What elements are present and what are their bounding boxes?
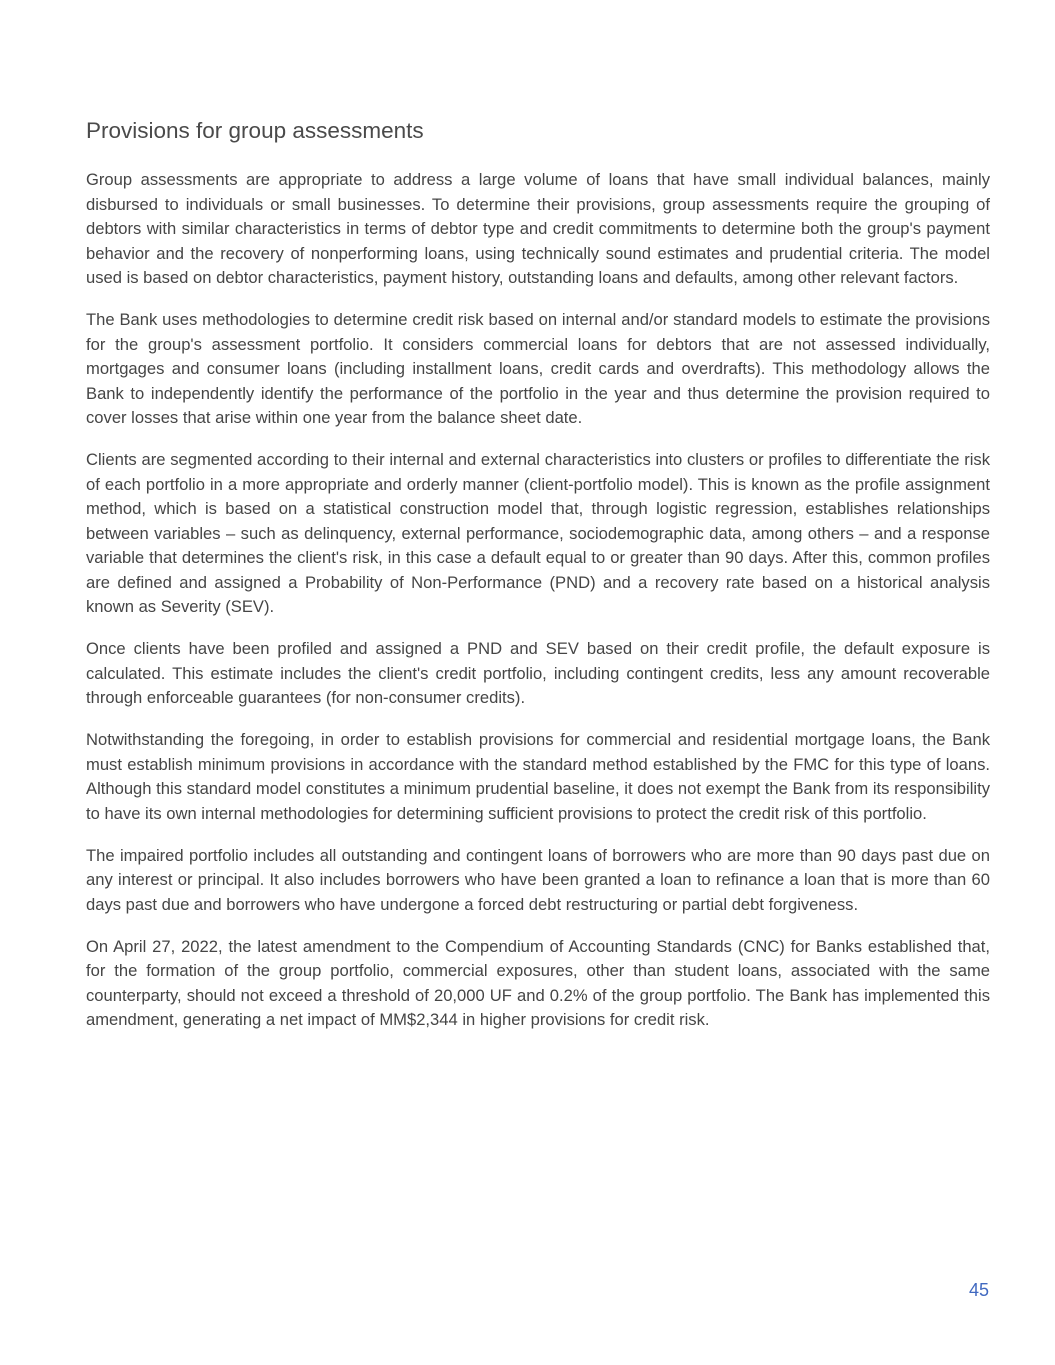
paragraph-group-assessments: Group assessments are appropriate to address a large volume of loans that have small individual balances, mainly disbursed to individuals or small businesses. To determine their provisions, group assessments require the grouping of debtors with similar characteristics in terms of debtor type and credit commitments to determine both the group's payment behavior and the recovery of nonperforming loans, using technically sound estimates and prudential criteria. The model used is based on debtor characteristics, payment history, outstanding loans and defaults, among other relevant factors. bbox=[86, 170, 990, 287]
document-body bbox=[86, 114, 990, 1050]
paragraph-cnc-amendment: On April 27, 2022, the latest amendment to the Compendium of Accounting Standards (CNC) for Banks established that, for the formation of the group portfolio, commercial exposures, other than student loans, associated with the same counterparty, should not exceed a threshold of 20,000 UF and 0.2% of the group portfolio. The Bank has implemented this amendment, generating a net impact of MM$2,344 in higher provisions for credit risk. bbox=[86, 936, 990, 1029]
page-number: 45 bbox=[968, 1280, 989, 1300]
paragraph-methodologies: The Bank uses methodologies to determine credit risk based on internal and/or standard models to estimate the provisions for the group's assessment portfolio. It considers commercial loans for debtors that are not assessed individually, mortgages and consumer loans (including installment loans, credit cards and overdrafts). This methodology allows the Bank to independently identify the performance of the portfolio in the year and thus determine the provision required to cover losses that arise within one year from the balance sheet date. bbox=[86, 310, 990, 427]
section-heading: Provisions for group assessments bbox=[86, 118, 424, 143]
paragraph-default-exposure: Once clients have been profiled and assigned a PND and SEV based on their credit profile, the default exposure is calculated. This estimate includes the client's credit portfolio, including contingent credits, less any amount recoverable through enforceable guarantees (for non-consumer credits). bbox=[86, 639, 990, 707]
paragraph-impaired-portfolio: The impaired portfolio includes all outstanding and contingent loans of borrowers who are more than 90 days past due on any interest or principal. It also includes borrowers who have been granted a loan to refinance a loan that is more than 60 days past due and borrowers who have undergone a forced debt restructuring or partial debt forgiveness. bbox=[86, 845, 990, 914]
paragraph-minimum-provisions: Notwithstanding the foregoing, in order to establish provisions for commercial and residential mortgage loans, the Bank must establish minimum provisions in accordance with the standard method established by the FMC for this type of loans. Although this standard model constitutes a minimum prudential baseline, it does not exempt the Bank from its responsibility to have its own internal methodologies for determining sufficient provisions to protect the credit risk of this portfolio. bbox=[86, 730, 990, 823]
paragraph-client-segmentation: Clients are segmented according to their internal and external characteristics into clusters or profiles to differentiate the risk of each portfolio in a more appropriate and orderly manner (client-portfolio model). This is known as the profile assignment method, which is based on a statistical construction model that, through logistic regression, establishes relationships between variables – such as delinquency, external performance, sociodemographic data, among others – and a response variable that determines the client's risk, in this case a default equal to or greater than 90 days. After this, common profiles are defined and assigned a Probability of Non-Performance (PND) and a recovery rate based on a historical analysis known as Severity (SEV). bbox=[86, 450, 990, 616]
